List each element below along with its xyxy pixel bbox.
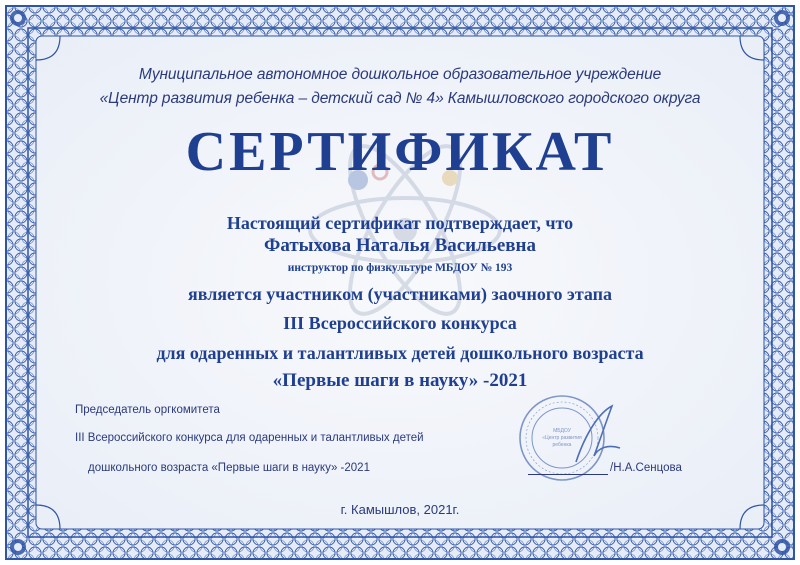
recipient-name: Фатыхова Наталья Васильевна — [264, 235, 536, 256]
contest-audience: для одаренных и талантливых детей дошкольного возраста — [156, 343, 644, 363]
svg-text:«Центр развития: «Центр развития — [542, 435, 582, 441]
svg-text:МБДОУ: МБДОУ — [553, 428, 571, 434]
organization-line-1: Муниципальное автономное дошкольное образовательное учреждение — [138, 66, 662, 83]
svg-text:ребенка: ребенка — [552, 442, 572, 448]
certificate-title: СЕРТИФИКАТ — [185, 121, 615, 183]
organization-line-2: «Центр развития ребенка – детский сад № 4» Камышловского городского округа — [99, 90, 701, 107]
confirmation-text: Настоящий сертификат подтверждает, что — [226, 213, 574, 233]
participation-text: является участником (участниками) заочного этапа — [187, 284, 613, 304]
recipient-position: инструктор по физкультуре МБДОУ № 193 — [287, 262, 513, 274]
city-date: г. Камышлов, 2021г. — [340, 502, 460, 517]
signature-line — [528, 474, 608, 475]
chairman-contest: III Всероссийского конкурса для одаренных и талантливых детей — [75, 432, 424, 444]
signer-name: /Н.А.Сенцова — [610, 462, 682, 474]
chairman-contest-name: дошкольного возраста «Первые шаги в науку» -2021 — [88, 462, 370, 474]
contest-title: III Всероссийского конкурса — [283, 313, 517, 333]
contest-name: «Первые шаги в науку» -2021 — [272, 370, 528, 391]
chairman-label: Председатель оргкомитета — [75, 404, 220, 416]
